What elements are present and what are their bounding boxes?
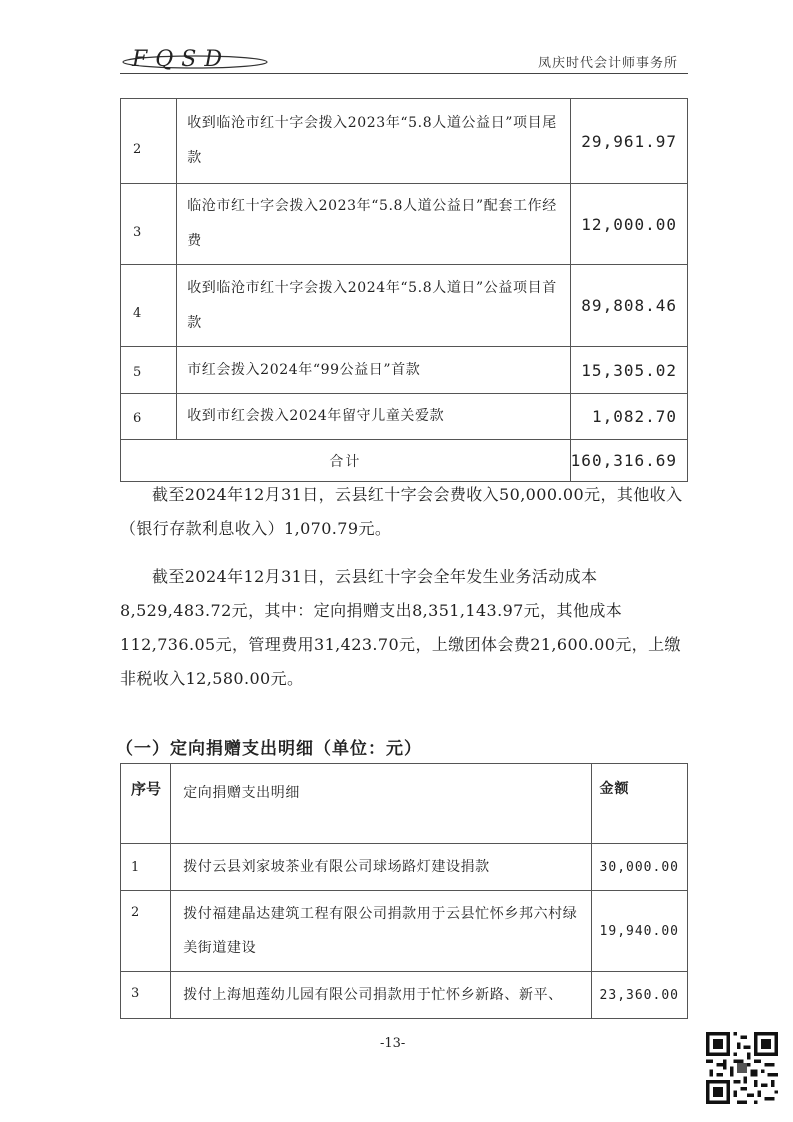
table-row xyxy=(121,844,688,891)
page-number: -13- xyxy=(380,1036,406,1051)
header-number: 序号 xyxy=(121,764,171,844)
table-row xyxy=(121,394,688,440)
firm-name: 凤庆时代会计师事务所 xyxy=(538,56,679,71)
table-row xyxy=(121,347,688,394)
table-row xyxy=(121,265,688,347)
qr-code-icon xyxy=(706,1032,778,1104)
row-number: 4 xyxy=(121,265,177,347)
row-amount: 12,000.00 xyxy=(570,184,687,265)
row-description: 拨付上海旭莲幼儿园有限公司捐款用于忙怀乡新路、新平、 xyxy=(171,972,591,1019)
row-number: 3 xyxy=(121,184,177,265)
table-header-row xyxy=(121,764,688,844)
row-amount: 29,961.97 xyxy=(570,99,687,184)
row-amount: 19,940.00 xyxy=(591,891,687,972)
row-description: 拨付云县刘家坡茶业有限公司球场路灯建设捐款 xyxy=(171,844,591,891)
paragraph-income: 截至2024年12月31日，云县红十字会会费收入50,000.00元，其他收入（银行存款利息收入）1,070.79元。 xyxy=(120,485,683,538)
row-description: 收到临沧市红十字会拨入2023年“5.8人道公益日”项目尾款 xyxy=(177,99,570,184)
row-number: 2 xyxy=(121,891,171,972)
income-table xyxy=(120,98,688,482)
row-number: 6 xyxy=(121,394,177,440)
logo-text: FQSD xyxy=(132,47,231,72)
section-heading: （一）定向捐赠支出明细（单位：元） xyxy=(116,739,422,759)
total-amount: 160,316.69 xyxy=(570,440,687,482)
row-description: 拨付福建晶达建筑工程有限公司捐款用于云县忙怀乡邦六村绿美街道建设 xyxy=(171,891,591,972)
table-row xyxy=(121,972,688,1019)
header-divider xyxy=(120,73,688,74)
total-row xyxy=(121,440,688,482)
row-amount: 1,082.70 xyxy=(570,394,687,440)
donation-detail-table xyxy=(120,763,688,1019)
table-row xyxy=(121,99,688,184)
row-number: 1 xyxy=(121,844,171,891)
table-row xyxy=(121,184,688,265)
row-description: 收到临沧市红十字会拨入2024年“5.8人道日”公益项目首款 xyxy=(177,265,570,347)
row-amount: 23,360.00 xyxy=(591,972,687,1019)
firm-logo xyxy=(120,44,270,74)
row-number: 3 xyxy=(121,972,171,1019)
row-description: 临沧市红十字会拨入2023年“5.8人道公益日”配套工作经费 xyxy=(177,184,570,265)
row-description: 市红会拨入2024年“99公益日”首款 xyxy=(177,347,570,394)
row-number: 5 xyxy=(121,347,177,394)
row-amount: 30,000.00 xyxy=(591,844,687,891)
table-row xyxy=(121,891,688,972)
row-amount: 15,305.02 xyxy=(570,347,687,394)
header-amount: 金额 xyxy=(591,764,687,844)
header-description: 定向捐赠支出明细 xyxy=(171,764,591,844)
paragraph-costs: 截至2024年12月31日，云县红十字会全年发生业务活动成本8,529,483.72元，其中：定向捐赠支出8,351,143.97元，其他成本112,736.05元，管理费用31,423.70元，上缴团体会费21,600.00元，上缴非税收入12,580.00元。 xyxy=(120,567,681,688)
row-number: 2 xyxy=(121,99,177,184)
row-amount: 89,808.46 xyxy=(570,265,687,347)
row-description: 收到市红会拨入2024年留守儿童关爱款 xyxy=(177,394,570,440)
total-label: 合计 xyxy=(121,440,571,482)
